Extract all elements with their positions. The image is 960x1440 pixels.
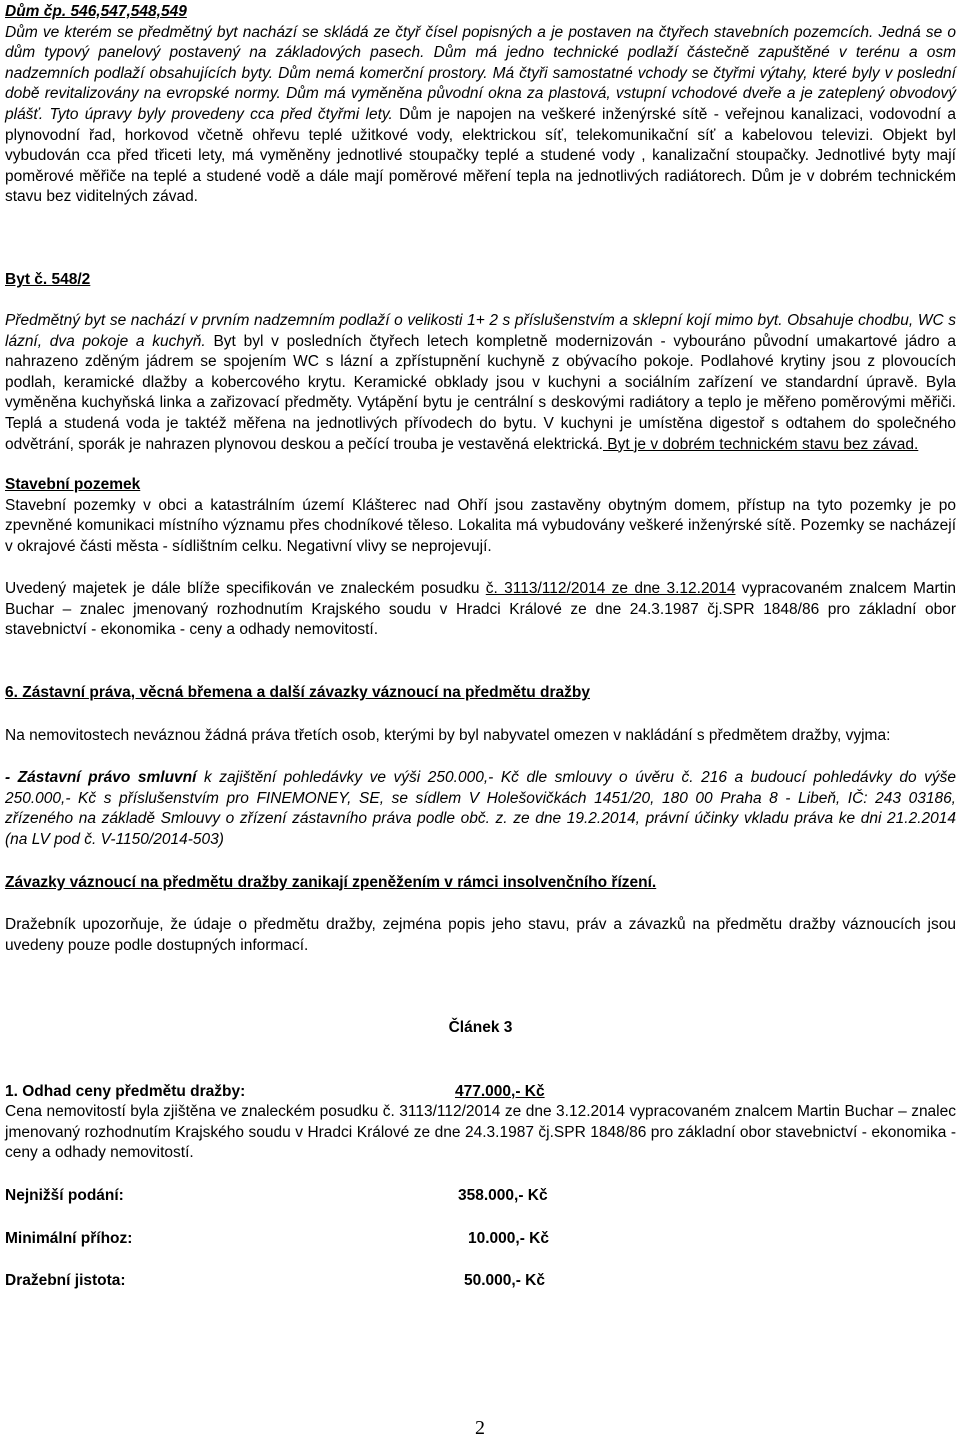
deposit-value: 50.000,- Kč xyxy=(464,1272,545,1290)
lien-text: k zajištění pohledávky ve výši 250.000,- Kč dle smlouvy o úvěru č. 216 a budoucí pohledávky do výše 250.000,- Kč s příslušenstvím pro FINEMONEY, SE, se sídlem V Holešovičkách 1451/20, 180 00 Praha 8 - Libeň, IČ: 243 03186, zřízeného na základě Smlouvy o zřízení zástavního práva podle obč. z. ze dne 19.2.2014, právní účinky vkladu práva ke dni 21.2.2014 (na LV pod č. V-1150/2014-503) xyxy=(5,769,956,848)
house-p5: Objekt byl vybudován cca před třiceti lety, má vyměněny jednotlivé stoupačky teplé a studené vody , kanalizační stoupačky. Jednotlivé byty mají poměrové měřiče na teplé a studené vodě a dále mají poměrové měření tepla na jednotlivých radiátorech. Dům je v dobrém technickém stavu bez viditelných závad. xyxy=(5,126,956,206)
house-title: Dům čp. 546,547,548,549 xyxy=(5,3,187,20)
price-label: 1. Odhad ceny předmětu dražby: xyxy=(5,1082,246,1100)
land-block xyxy=(5,475,956,557)
section6-lien xyxy=(5,768,956,850)
section6-title: 6. Zástavní práva, věcná břemena a další závazky váznoucí na předmětu dražby xyxy=(5,684,590,701)
min-increment-value: 10.000,- Kč xyxy=(468,1229,549,1247)
min-increment-row xyxy=(5,1229,956,1250)
flat-p3: Podlahové krytiny jsou z plovoucích podlah, keramické dlažby a kobercového krytu. Keramické obklady jsou v kuchyni a sociálním zařízení ve standardní úpravě. Byla vyměněna kuchyňská linka a zařizovací předměty. Vytápění bytu je centrální s deskovými radiátory a teplo je měřeno poměrovými měřiči. Teplá a studená voda je taktéž měřena na jednotlivých přívodech do bytu. V kuchyni je umístěna digestoř s odtahem do společného odvětrání, sporák je nahrazen plynovou deskou a pečící trouba je vestavěná elektrická. xyxy=(5,353,956,453)
house-p1: Dům ve kterém se předmětný byt nachází se skládá ze čtyř čísel popisných a je postaven na čtyřech stavebních pozemcích. Jedná se o dům typový panelový postavený na základových pasech. Dům má jedno technické podlaží částečně zapuštěné v terénu a osm nadzemních podlaží obsahujících byty. Dům nemá komerční prostory. xyxy=(5,23,956,82)
land-title: Stavební pozemek xyxy=(5,476,141,493)
expert-report-ref: č. 3113/112/2014 ze dne 3.12.2014 xyxy=(485,580,736,597)
min-increment-label: Minimální příhoz: xyxy=(5,1229,133,1247)
article-block xyxy=(5,1018,956,1292)
flat-p4: Byt je v dobrém technickém stavu bez závad. xyxy=(602,435,919,453)
min-bid-label: Nejnižší podání: xyxy=(5,1186,124,1204)
flat-section xyxy=(5,270,956,291)
flat-p2: Byt byl v posledních čtyřech letech kompletně modernizován - vybouráno původní umakartové jádro a nahrazeno zděným jádrem se spojením WC s lázní a zpřístupnění kuchyně z obývacího pokoje. xyxy=(5,332,956,371)
price-row xyxy=(5,1082,956,1103)
land-description: Stavební pozemky v obci a katastrálním území Klášterec nad Ohří jsou zastavěny obytným domem, přístup na tyto pozemky je po zpevněné komunikaci místního významu přes chodníkové těleso. Lokalita má vybudovány veškeré inženýrské sítě. Pozemky se nacházejí v okrajové části města - sídlištním celku. Negativní vlivy se neprojevují. xyxy=(5,496,956,555)
section6-block xyxy=(5,683,956,956)
article-title: Článek 3 xyxy=(448,1019,513,1036)
section6-obligations: Závazky váznoucí na předmětu dražby zanikají zpeněžením v rámci insolvenčního řízení. xyxy=(5,873,657,891)
page-number: 2 xyxy=(475,1417,485,1439)
house-description xyxy=(5,23,956,208)
min-bid-value: 358.000,- Kč xyxy=(458,1186,548,1204)
expert-text: Uvedený majetek je dále blíže specifikován ve znaleckém posudku č. 3113/112/2014 ze dne 3.12.2014 vypracovaném znalcem Martin Buchar – znalec jmenovaný rozhodnutím Krajského soudu v Hradci Králové ze dne 24.3.1987 čj.SPR 1848/86 pro základní obor stavebnictví - ekonomika - ceny a odhady nemovitostí. xyxy=(5,580,957,639)
house-p4: Dům je napojen na veškeré inženýrské sítě - veřejnou kanalizaci, vodovodní a plynovodní řad, horkovod včetně ohřevu teplé užitkové vody, elektrickou síť, telekomunikační síť a kabelovou televizi. xyxy=(5,105,957,144)
house-p3: Dům má vyměněna původní okna za plastová, vstupní vchodové dveře a je zateplený obvodový plášť. Tyto úpravy byly provedeny cca před čtyřmi lety. xyxy=(5,85,957,123)
flat-p1: Předmětný byt se nachází v prvním nadzemním podlaží o velikosti 1+ 2 s příslušenstvím a sklepní kojí mimo byt. Obsahuje chodbu, WC s lázní, dva pokoje a kuchyň. xyxy=(5,312,956,350)
flat-description xyxy=(5,311,956,455)
price-value: 477.000,- Kč xyxy=(455,1082,545,1100)
deposit-label: Dražební jistota: xyxy=(5,1272,126,1290)
deposit-row xyxy=(5,1271,956,1292)
price-text: Cena nemovitostí byla zjištěna ve znaleckém posudku č. 3113/112/2014 ze dne 3.12.2014 vypracovaném znalcem Martin Buchar – znalec jmenovaný rozhodnutím Krajského soudu v Hradci Králové ze dne 24.3.1987 čj.SPR 1848/86 pro základní obor stavebnictví - ekonomika - ceny a odhady nemovitostí. xyxy=(5,1103,956,1162)
min-bid-row xyxy=(5,1186,956,1207)
lien-label: - Zástavní právo smluvní xyxy=(5,769,197,787)
flat-description-block xyxy=(5,311,956,455)
section6-notice: Dražebník upozorňuje, že údaje o předmětu dražby, zejména popis jeho stavu, práv a závazků na předmětu dražby váznoucích jsou uvedeny pouze podle dostupných informací. xyxy=(5,916,956,954)
house-p2: Má čtyři samostatné vchody se čtyřmi výtahy, které byly v poslední době revitalizovány na evropské normy. xyxy=(5,64,956,103)
flat-title: Byt č. 548/2 xyxy=(5,271,91,288)
expert-block xyxy=(5,579,956,641)
section6-intro: Na nemovitostech neváznou žádná práva třetích osob, kterými by byl nabyvatel omezen v nakládání s předmětem dražby, vyjma: xyxy=(5,726,891,744)
house-section xyxy=(5,2,956,208)
